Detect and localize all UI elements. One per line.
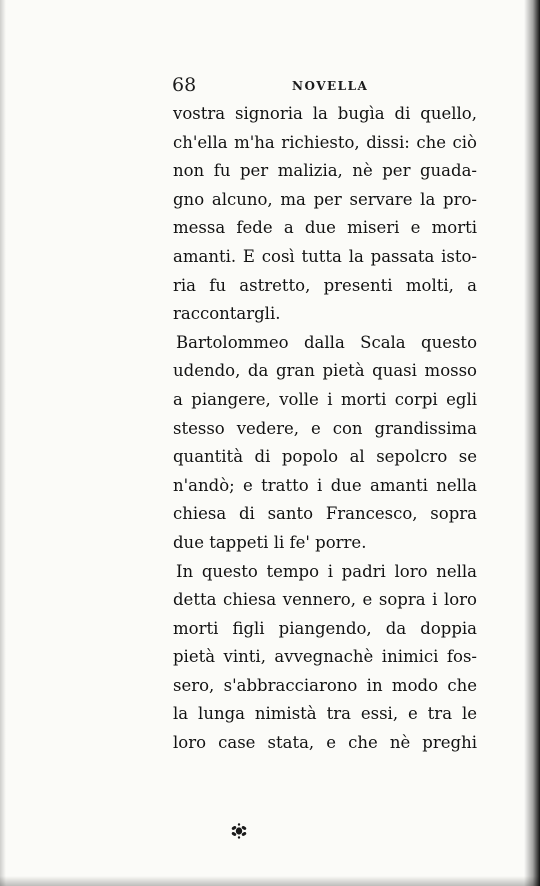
text-line: vostra signoria la bugìa di quello, — [173, 104, 477, 123]
paragraph-end-line: due tappeti li fe' porre. — [173, 532, 367, 552]
text-line: detta chiesa vennero, e sopra i loro — [173, 590, 477, 610]
text-line: udendo, da gran pietà quasi mosso — [173, 361, 477, 381]
text-line: amanti. E così tutta la passata isto- — [173, 246, 477, 266]
text-line: chiesa di santo Francesco, sopra — [173, 504, 477, 524]
spine-shadow — [524, 0, 540, 886]
printer-ornament-icon — [229, 823, 249, 839]
text-line: n'andò; e tratto i due amanti nella — [173, 475, 477, 495]
text-line: gno alcuno, ma per servare la pro- — [173, 189, 477, 209]
text-line: loro case stata, e che nè preghi — [173, 733, 477, 753]
text-line: pietà vinti, avvegnachè inimici fos- — [173, 647, 477, 667]
paragraph-start-line: In questo tempo i padri loro nella — [176, 561, 477, 581]
running-head — [172, 74, 472, 96]
text-line: messa fede a due miseri e morti — [173, 218, 477, 238]
text-line: la lunga nimistà tra essi, e tra le — [173, 704, 477, 724]
paragraph-end-line: raccontargli. — [173, 304, 281, 324]
text-line: a piangere, volle i morti corpi egli — [173, 389, 477, 409]
body-text — [173, 100, 477, 758]
text-line: ria fu astretto, presenti molti, a — [173, 275, 477, 295]
page-number: 68 — [172, 74, 197, 96]
page-left-edge — [0, 0, 6, 886]
page-bottom-edge — [0, 876, 540, 886]
section-title: NOVELLA — [292, 79, 369, 93]
text-line: ch'ella m'ha richiesto, dissi: che ciò — [173, 132, 477, 152]
text-line: morti figli piangendo, da doppia — [173, 618, 477, 638]
paragraph-start-line: Bartolommeo dalla Scala questo — [176, 332, 477, 352]
text-line: sero, s'abbracciarono in modo che — [173, 675, 477, 695]
text-line: quantità di popolo al sepolcro se — [173, 447, 477, 467]
text-line: non fu per malizia, nè per guada- — [173, 161, 477, 181]
text-line: stesso vedere, e con grandissima — [173, 418, 477, 438]
